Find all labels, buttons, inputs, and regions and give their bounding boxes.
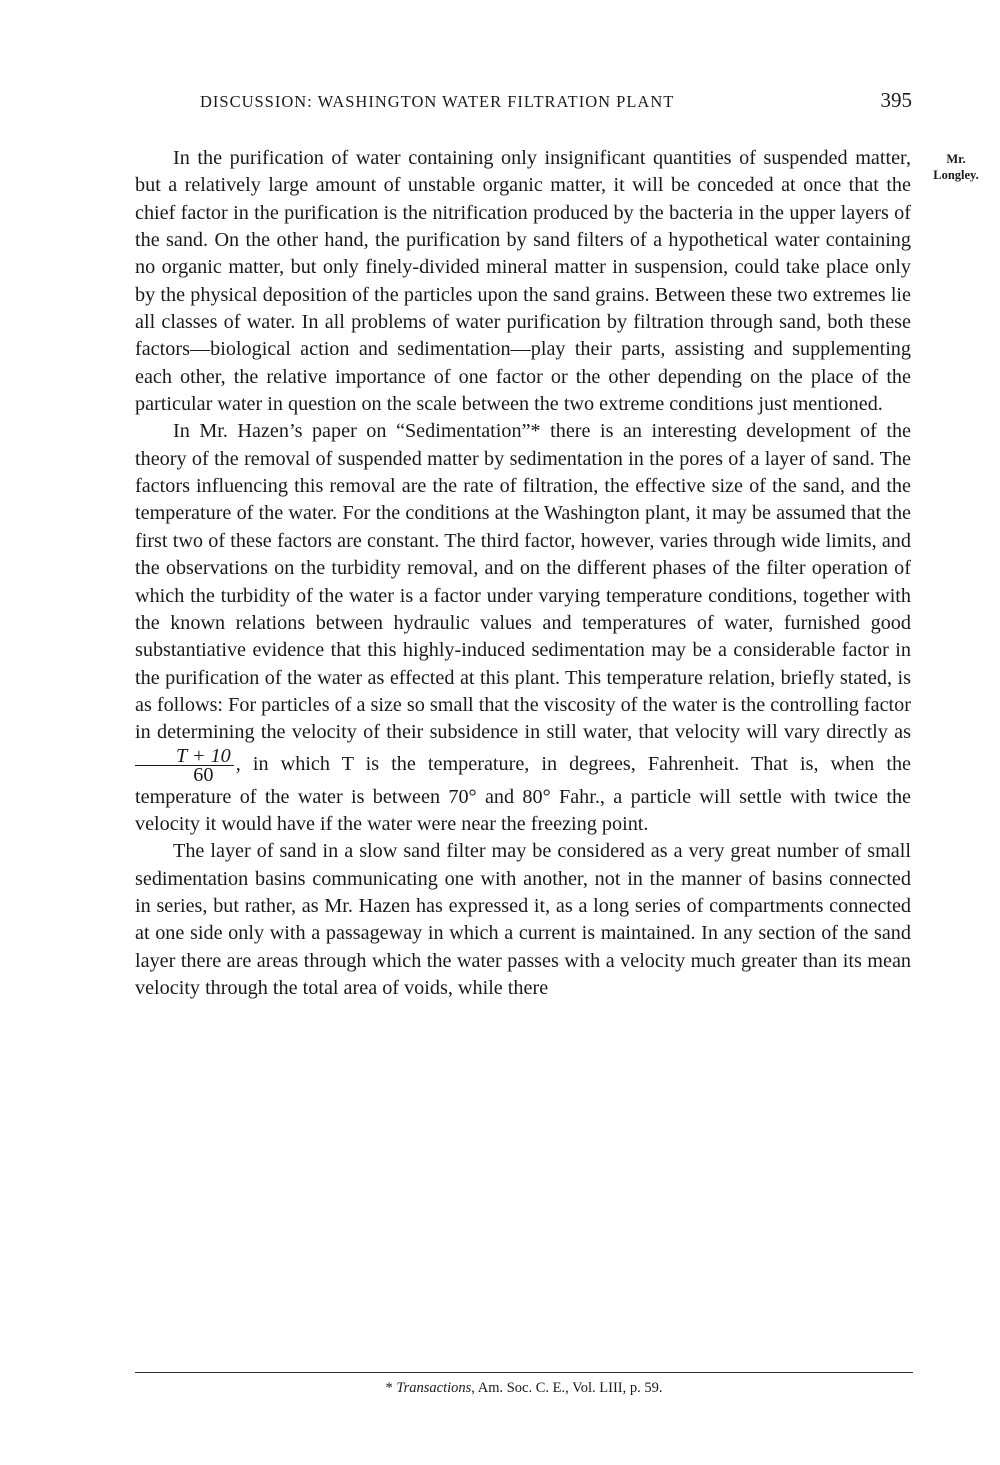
page-number: 395 bbox=[880, 88, 912, 112]
running-title: DISCUSSION: WASHINGTON WATER FILTRATION PLANT bbox=[200, 92, 675, 111]
footnote-citation: , Am. Soc. C. E., Vol. LIII, p. 59. bbox=[471, 1380, 663, 1396]
footnote-rule bbox=[135, 1372, 913, 1373]
paragraph-2 bbox=[135, 418, 911, 838]
paragraph-3: The layer of sand in a slow sand filter may be considered as a very great number of small sedimentation basins communicating one with another, not in the manner of basins connected in series, but rather, as Mr. Hazen has expressed it, as a long series of compartments connected at one side only with a passageway in which a current is maintained. In any section of the sand layer there are areas through which the water passes with a velocity much greater than its mean velocity through the total area of voids, while there bbox=[135, 840, 911, 999]
paragraph-1: In the purification of water containing only insignificant quantities of suspended matter, but a relatively large amount of unstable organic matter, it will be conceded at once that the chief factor in the purification is the nitrification produced by the bacteria in the upper layers of the sand. On the other hand, the purification by sand filters of a hypothetical water containing no organic matter, but only finely-divided mineral matter in suspension, could take place only by the physical deposition of the particles upon the sand grains. Between these two extremes lie all classes of water. In all problems of water purification by filtration through sand, both these factors—biological action and sedimentation—play their parts, assisting and supplementing each other, the relative importance of one factor or the other depending on the place of the particular water in question on the scale between the two extreme conditions just mentioned. bbox=[135, 147, 911, 416]
margin-note-line2: Longley. bbox=[933, 168, 979, 182]
margin-note-author bbox=[918, 151, 994, 183]
margin-note-line1: Mr. bbox=[946, 152, 966, 166]
formula-numerator: T + 10 bbox=[135, 747, 234, 766]
running-header bbox=[200, 88, 912, 113]
temperature-formula bbox=[135, 744, 234, 786]
footnote bbox=[135, 1380, 913, 1397]
paragraph-2-continuation: , in which T is the temperature, in degrees, Fahrenheit. That is, when the temperature of the water is between 70° and 80° Fahr., a particle will settle with twice the velocity it would have if the water were near the freezing point. bbox=[135, 752, 911, 835]
paragraph-2-text: In Mr. Hazen’s paper on “Sedimentation”* there is an interesting development of the theory of the removal of suspended matter by sedimentation in the pores of a layer of sand. The factors influencing this removal are the rate of filtration, the effective size of the sand, and the temperature of the water. For the conditions at the Washington plant, it may be assumed that the first two of these factors are constant. The third factor, however, varies through wide limits, and the observations on the turbidity removal, and on the different phases of the filter operation of which the turbidity of the water is a factor under varying temperature conditions, together with the known relations between hydraulic values and temperatures of water, furnished good substantiative evidence that this highly-induced sedimentation may be a considerable factor in the purification of the water as effected at this plant. This temperature relation, briefly stated, is as follows: For particles of a size so small that the viscosity of the water is the controlling factor in determining the velocity of their subsidence in still water, that velocity will vary directly as bbox=[135, 420, 911, 744]
formula-denominator: 60 bbox=[193, 763, 214, 786]
body-text bbox=[135, 145, 911, 1002]
footnote-marker: * bbox=[385, 1380, 397, 1396]
footnote-journal: Transactions bbox=[396, 1380, 472, 1396]
